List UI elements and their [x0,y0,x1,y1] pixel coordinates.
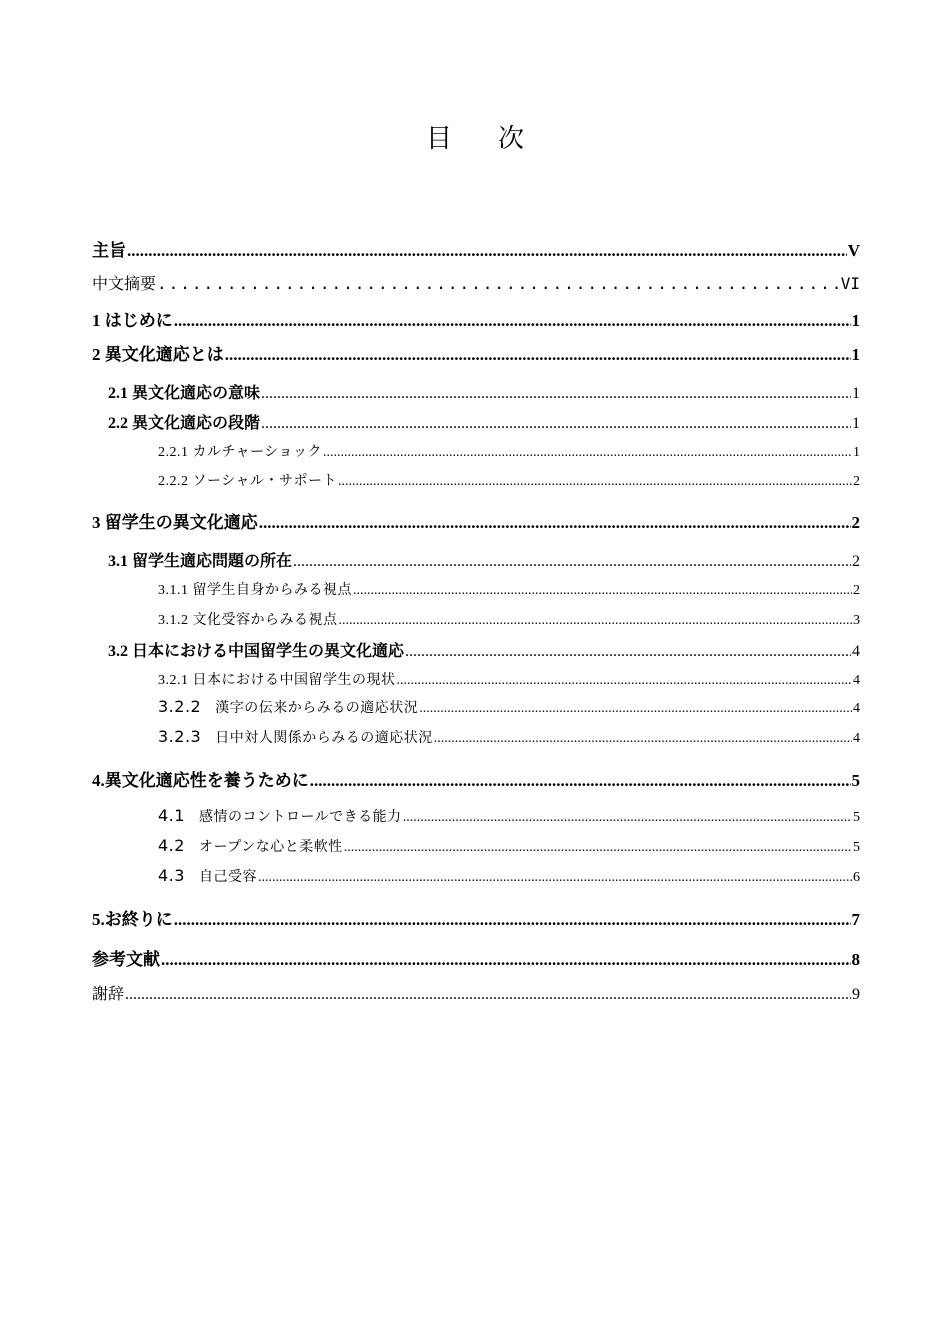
toc-page-number: 2 [853,474,860,489]
toc-page-number: VI [840,274,860,293]
toc-entry-section-5[interactable] [92,905,860,930]
dot-leader [338,474,852,490]
toc-page-number: 1 [853,445,860,460]
dot-leader [353,583,852,599]
toc-page-number: 1 [852,385,860,402]
toc-page-number: 2 [851,513,860,532]
toc-page-number: 4 [853,701,860,716]
toc-entry-references[interactable] [92,945,860,970]
toc-label: 3.1.1 留学生自身からみる視点 [158,583,352,598]
toc-number: 4.2 [158,836,185,855]
toc-page-number: 2 [853,583,860,598]
dot-leader [310,771,851,791]
dot-leader [225,345,851,365]
toc-entry-section-1[interactable] [92,306,860,331]
dot-leader [259,513,851,533]
toc-label: 5.お終りに [92,910,173,929]
toc-number: 3.2.3 [158,727,202,746]
toc-page-number: 4 [853,673,860,688]
dot-leader [125,986,851,1004]
toc-page-number: 5 [851,771,860,790]
toc-label: 3.2 日本における中国留学生の異文化適応 [108,643,405,660]
dot-leader [258,870,852,886]
toc-entry-section-3-2-2[interactable] [158,697,860,717]
toc-page-number: 1 [852,415,860,432]
toc-entry-section-4-2[interactable] [158,836,860,856]
toc-label: 2.1 異文化適応の意味 [108,385,261,402]
toc-label: 日中対人関係からみるの適応状況 [215,731,433,746]
toc-page-number: 4 [853,731,860,746]
toc-entry-section-3-1-1[interactable] [158,579,860,599]
toc-label: 漢字の伝来からみるの適応状況 [215,701,419,716]
toc-entry-section-2-2[interactable] [108,410,860,433]
toc-label: 自己受容 [198,870,257,885]
toc-entry-section-3-2-3[interactable] [158,727,860,747]
toc-label: 3.1 留学生適応問題の所在 [108,553,293,570]
toc-label: 3.2.1 日本における中国留学生の現状 [158,673,396,688]
toc-number: 4.1 [158,806,185,825]
page-title [0,118,950,155]
toc-page-number: V [847,241,860,260]
toc-page-number: 3 [853,613,860,628]
toc-label: 2.2.1 カルチャーショック [158,445,323,460]
toc-label: オープンな心と柔軟性 [198,840,343,855]
toc-label: 中文摘要 [92,274,157,293]
toc-label: 主旨 [92,241,126,260]
toc-page-number: 7 [851,910,860,929]
dot-leader [293,553,851,571]
dot-leader [434,731,852,747]
toc-entry-section-4-1[interactable] [158,806,860,826]
dot-leader [397,673,853,689]
toc-entry-section-3-2-1[interactable] [158,669,860,689]
toc-entry-section-3-1-2[interactable] [158,609,860,629]
dot-leader [261,415,851,433]
toc-entry-acknowledgements[interactable] [92,981,860,1004]
toc-page-number: 1 [851,345,860,364]
toc-label: 感情のコントロールできる能力 [198,810,402,825]
toc-entry-section-3-1[interactable] [108,548,860,571]
dot-leader [339,613,853,629]
toc-page-number: 6 [853,870,860,885]
dot-leader [405,643,851,661]
toc-page-number: 1 [851,311,860,330]
toc-entry-section-4[interactable] [92,766,860,791]
toc-entry-section-4-3[interactable] [158,866,860,886]
toc-page-number: 4 [852,643,860,660]
toc-number: 3.2.2 [158,697,202,716]
toc-entry-section-2[interactable] [92,340,860,365]
dot-leader [344,840,852,856]
dot-leader [157,274,840,293]
toc-label: 1 はじめに [92,311,173,330]
toc-entry-section-3[interactable] [92,508,860,533]
toc-label: 謝辞 [92,986,125,1003]
dot-leader [174,311,851,331]
dot-leader [161,950,851,970]
dot-leader [323,445,852,461]
toc-entry-section-2-2-2[interactable] [158,470,860,490]
toc-page-number: 5 [853,840,860,855]
title-char-2: 次 [498,124,525,153]
toc-label: 4.異文化適応性を養うために [92,771,309,790]
dot-leader [174,910,851,930]
toc-entry-shushi[interactable] [92,236,860,261]
toc-entry-section-3-2[interactable] [108,638,860,661]
dot-leader [261,385,851,403]
toc-page-number: 5 [853,810,860,825]
toc-label: 3.1.2 文化受容からみる視点 [158,613,338,628]
toc-page-number: 8 [851,950,860,969]
toc-entry-chuwen[interactable] [92,271,860,294]
toc-page-number: 2 [852,553,860,570]
toc-page-number: 9 [852,986,860,1003]
toc-label: 2 異文化適応とは [92,345,224,364]
toc-label: 2.2.2 ソーシャル・サポート [158,474,337,489]
toc-entry-section-2-2-1[interactable] [158,441,860,461]
dot-leader [419,701,852,717]
toc-label: 3 留学生の異文化適応 [92,513,258,532]
dot-leader [403,810,852,826]
toc-entry-section-2-1[interactable] [108,380,860,403]
dot-leader [127,241,847,261]
toc-label: 参考文献 [92,950,160,969]
title-char-1: 目 [425,124,452,153]
toc-number: 4.3 [158,866,185,885]
toc-label: 2.2 異文化適応の段階 [108,415,261,432]
